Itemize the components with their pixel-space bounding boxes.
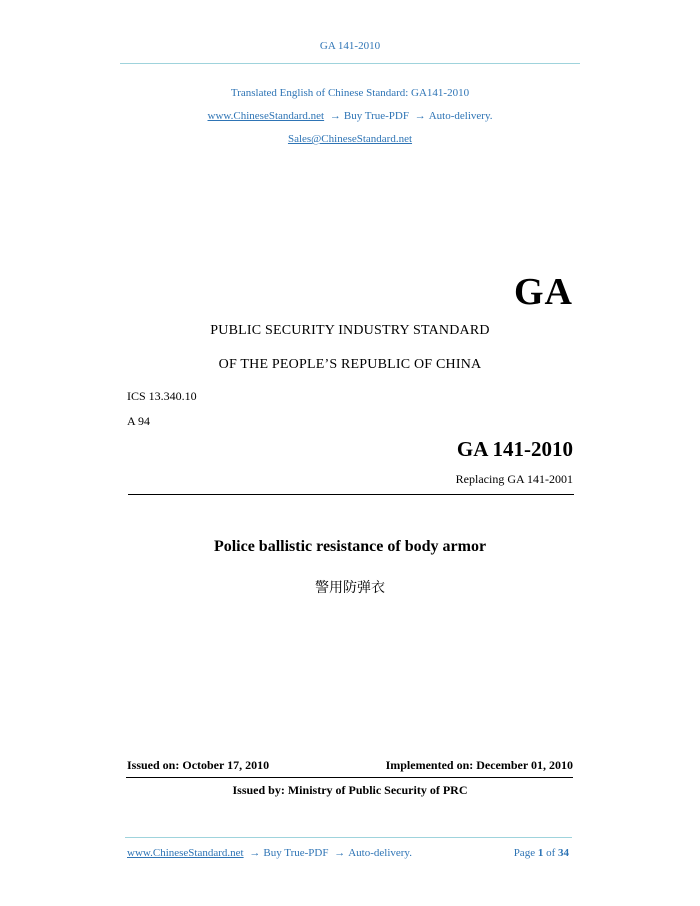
- document-title-chinese: 警用防弹衣: [315, 581, 385, 596]
- footer-site-link[interactable]: www.ChineseStandard.net: [127, 847, 244, 859]
- ccs-code: A 94: [127, 414, 151, 428]
- header-standard-code: GA 141-2010: [319, 40, 381, 52]
- issued-by: Issued by: Ministry of Public Security of PRC: [232, 783, 468, 797]
- page-current: 1: [537, 847, 544, 859]
- implemented-on-date: Implemented on: December 01, 2010: [385, 758, 573, 772]
- arrow-right-icon: →: [414, 110, 426, 122]
- document-title-english: Police ballistic resistance of body armor: [213, 538, 487, 555]
- page-of: of: [546, 847, 556, 859]
- header-delivery-text: Auto-delivery.: [428, 110, 493, 122]
- footer-delivery-text: Auto-delivery.: [348, 847, 412, 859]
- issued-on-date: Issued on: October 17, 2010: [127, 758, 270, 772]
- translation-notice: Translated English of Chinese Standard: GA141-2010: [230, 87, 470, 99]
- arrow-right-icon: →: [249, 847, 261, 859]
- footer-purchase-line: [127, 847, 412, 859]
- header-buy-text: Buy True-PDF: [343, 110, 409, 122]
- ics-code: ICS 13.340.10: [127, 389, 197, 403]
- ga-logo: GA: [514, 271, 573, 313]
- cover-divider: [128, 494, 574, 495]
- replacing-note: Replacing GA 141-2001: [455, 472, 573, 486]
- issuing-body-line-1: PUBLIC SECURITY INDUSTRY STANDARD: [210, 323, 490, 338]
- footer-divider: [125, 837, 572, 838]
- page-indicator: [514, 847, 569, 859]
- sales-email-line: [0, 133, 700, 145]
- header-divider: [120, 63, 580, 64]
- header-purchase-line: [0, 110, 700, 122]
- page-label: Page: [513, 847, 536, 859]
- arrow-right-icon: →: [334, 847, 346, 859]
- arrow-right-icon: →: [329, 110, 341, 122]
- footer-buy-text: Buy True-PDF: [263, 847, 329, 859]
- page-total: 34: [558, 847, 569, 859]
- issue-divider: [126, 777, 573, 778]
- header-site-link[interactable]: www.ChineseStandard.net: [207, 110, 325, 122]
- standard-number: GA 141-2010: [456, 437, 573, 461]
- sales-email-link[interactable]: Sales@ChineseStandard.net: [287, 133, 413, 145]
- issuing-body-line-2: OF THE PEOPLE’S REPUBLIC OF CHINA: [218, 357, 482, 372]
